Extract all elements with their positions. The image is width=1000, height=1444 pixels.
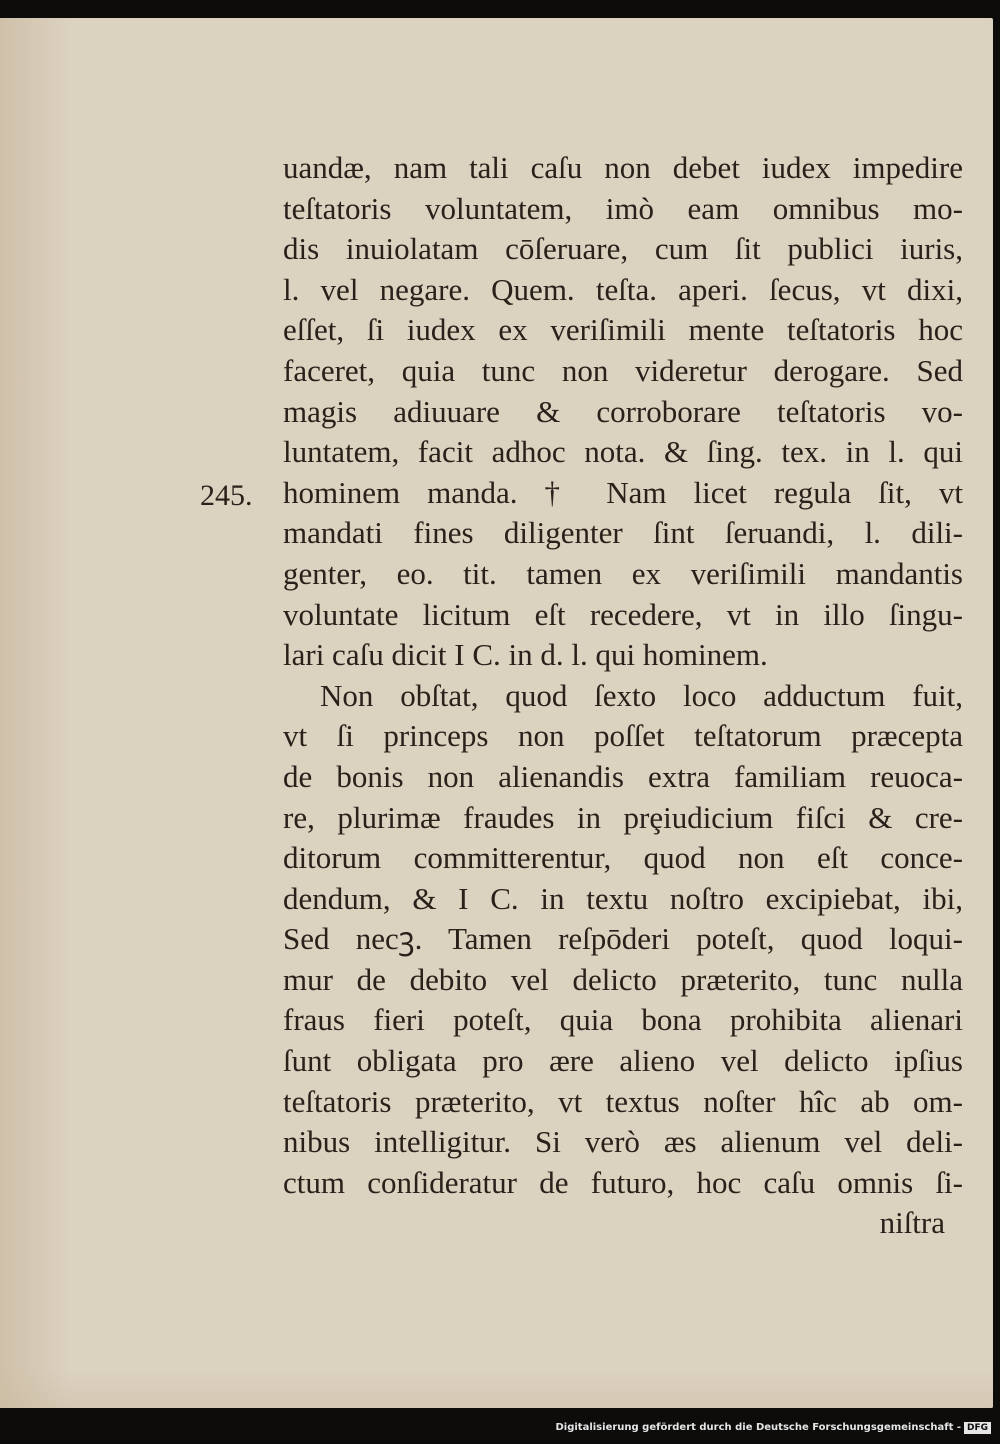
text-line: hominem manda. † Nam licet regula ſit, vt xyxy=(283,474,963,510)
text-line: lari caſu dicit I C. in d. l. qui hominem. xyxy=(283,637,768,673)
text-line: de bonis non alienandis extra familiam reuoca- xyxy=(283,758,963,794)
digitization-credit: Digitalisierung gefördert durch die Deutsche Forschungsgemeinschaft - xyxy=(555,1422,961,1433)
text-line: dendum, & I C. in textu noſtro excipiebat, ibi, xyxy=(283,880,963,916)
text-line: l. vel negare. Quem. teſta. aperi. ſecus, vt dixi, xyxy=(283,271,963,307)
text-line: Sed necꝫ. Tamen reſpōderi poteſt, quod loqui- xyxy=(283,921,963,957)
dfg-logo: DFG xyxy=(964,1422,991,1434)
text-line: faceret, quia tunc non videretur derogare. Sed xyxy=(283,352,963,388)
text-line: ditorum committerentur, quod non eſt conce- xyxy=(283,840,963,876)
body-text xyxy=(283,148,963,1244)
text-line: uandæ, nam tali caſu non debet iudex impedire xyxy=(283,150,963,185)
text-line: eſſet, ſi iudex ex veriſimili mente teſtatoris hoc xyxy=(283,312,963,348)
text-line: fraus fieri poteſt, quia bona prohibita alienari xyxy=(283,1002,963,1038)
text-line: Non obſtat, quod ſexto loco adductum fuit, xyxy=(320,677,963,713)
paper-stain-left xyxy=(0,18,70,1408)
text-line: vt ſi princeps non poſſet teſtatorum præcepta xyxy=(283,718,963,754)
text-line: teſtatoris præterito, vt textus noſter hîc ab om- xyxy=(283,1083,963,1119)
text-line: re, plurimæ fraudes in prȩiudicium fiſci & cre- xyxy=(283,799,963,835)
catchword: niſtra xyxy=(879,1205,945,1241)
book-page xyxy=(0,18,993,1408)
text-line: dis inuiolatam cōſeruare, cum ſit publici iuris, xyxy=(283,231,963,267)
text-line: voluntate licitum eſt recedere, vt in illo ſingu- xyxy=(283,596,963,632)
text-line: mandati fines diligenter ſint ſeruandi, l. dili- xyxy=(283,515,963,551)
text-line: nibus intelligitur. Si verò æs alienum vel deli- xyxy=(283,1124,963,1160)
text-line: genter, eo. tit. tamen ex veriſimili mandantis xyxy=(283,555,963,591)
text-line: ſunt obligata pro ære alieno vel delicto ipſius xyxy=(283,1043,963,1079)
text-line: magis adiuuare & corroborare teſtatoris vo- xyxy=(283,393,963,429)
paper-stain-bottom xyxy=(0,1368,993,1408)
text-line: teſtatoris voluntatem, imò eam omnibus mo- xyxy=(283,190,963,226)
text-line: ctum conſideratur de futuro, hoc caſu omnis ſi- xyxy=(283,1164,963,1200)
text-line: mur de debito vel delicto præterito, tunc nulla xyxy=(283,961,963,997)
text-line: luntatem, facit adhoc nota. & ſing. tex. in l. qui xyxy=(283,434,963,470)
margin-note-number: 245. xyxy=(200,479,253,512)
